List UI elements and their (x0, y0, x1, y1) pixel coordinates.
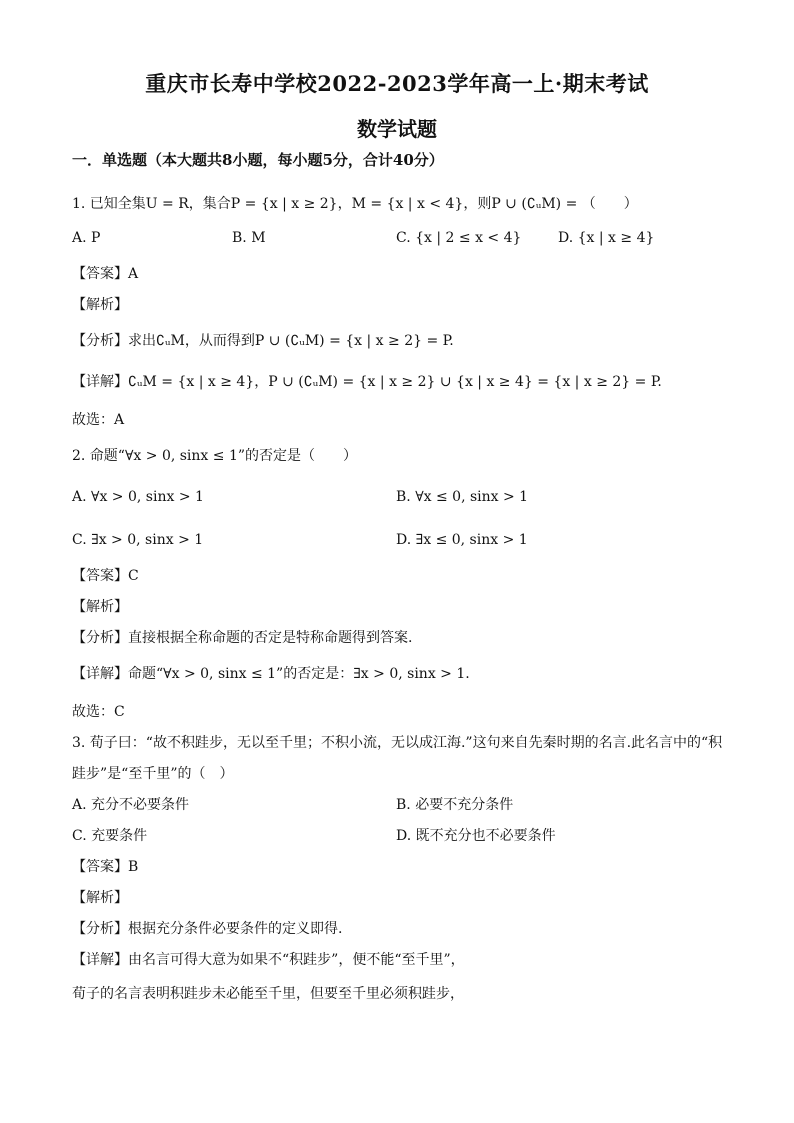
exam-subtitle: 数学试题 (357, 117, 437, 141)
question-1-answer: 【答案】A (72, 266, 139, 282)
question-2-xiangjie: 【详解】命题“∀x > 0, sinx ≤ 1”的否定是：∃x > 0, sinx > 1. (72, 666, 470, 682)
question-3-stem-line-2: 跬步”是“至千里”的（ ） (72, 766, 234, 782)
question-2-answer: 【答案】C (72, 568, 139, 584)
question-3-option-d: D. 既不充分也不必要条件 (396, 828, 556, 844)
question-1-xiangjie: 【详解】∁ᵤM = {x | x ≥ 4}，P ∪ (∁ᵤM) = {x | x ≥ 2} ∪ {x | x ≥ 4} = {x | x ≥ 2} = P. (72, 374, 662, 390)
question-1-jiexi: 【解析】 (72, 297, 128, 313)
exam-title: 重庆市长寿中学校2022-2023学年高一上·期末考试 (145, 71, 649, 96)
question-3-jiexi: 【解析】 (72, 890, 128, 906)
question-3-answer: 【答案】B (72, 859, 139, 875)
question-2-jiexi: 【解析】 (72, 599, 128, 615)
question-2-guxuan: 故选：C (72, 704, 125, 720)
question-3-option-b: B. 必要不充分条件 (396, 797, 514, 813)
question-3-explanation-line: 荀子的名言表明积跬步未必能至千里，但要至千里必须积跬步， (72, 986, 464, 1002)
question-2-option-d: D. ∃x ≤ 0, sinx > 1 (396, 532, 528, 548)
question-1-option-a: A. P (72, 230, 101, 246)
question-2-fenxi: 【分析】直接根据全称命题的否定是特称命题得到答案. (72, 630, 413, 646)
question-1-guxuan: 故选：A (72, 412, 125, 428)
question-1-option-d: D. {x | x ≥ 4} (558, 230, 655, 246)
question-3-option-a: A. 充分不必要条件 (72, 797, 190, 813)
question-2-stem: 2. 命题“∀x > 0, sinx ≤ 1”的否定是（ ） (72, 448, 358, 464)
question-1-option-b: B. M (232, 230, 266, 246)
question-1-stem: 1. 已知全集U = R，集合P = {x | x ≥ 2}，M = {x | x < 4}，则P ∪ (∁ᵤM) = （ ） (72, 196, 638, 212)
question-1-option-c: C. {x | 2 ≤ x < 4} (396, 230, 522, 246)
question-3-option-c: C. 充要条件 (72, 828, 148, 844)
question-2-option-a: A. ∀x > 0, sinx > 1 (72, 489, 204, 505)
question-2-option-b: B. ∀x ≤ 0, sinx > 1 (396, 489, 529, 505)
question-3-fenxi: 【分析】根据充分条件必要条件的定义即得. (72, 921, 343, 937)
question-2-option-c: C. ∃x > 0, sinx > 1 (72, 532, 204, 548)
question-3-xiangjie: 【详解】由名言可得大意为如果不“积跬步”，便不能“至千里”， (72, 952, 465, 968)
section-heading: 一．单选题（本大题共8小题，每小题5分，合计40分） (72, 151, 444, 169)
question-3-stem-line-1: 3. 荀子曰：“故不积跬步，无以至千里；不积小流，无以成江海.”这句来自先秦时期的名言.此名言中的“积 (72, 735, 723, 751)
question-1-fenxi: 【分析】求出∁ᵤM，从而得到P ∪ (∁ᵤM) = {x | x ≥ 2} = P. (72, 333, 454, 349)
